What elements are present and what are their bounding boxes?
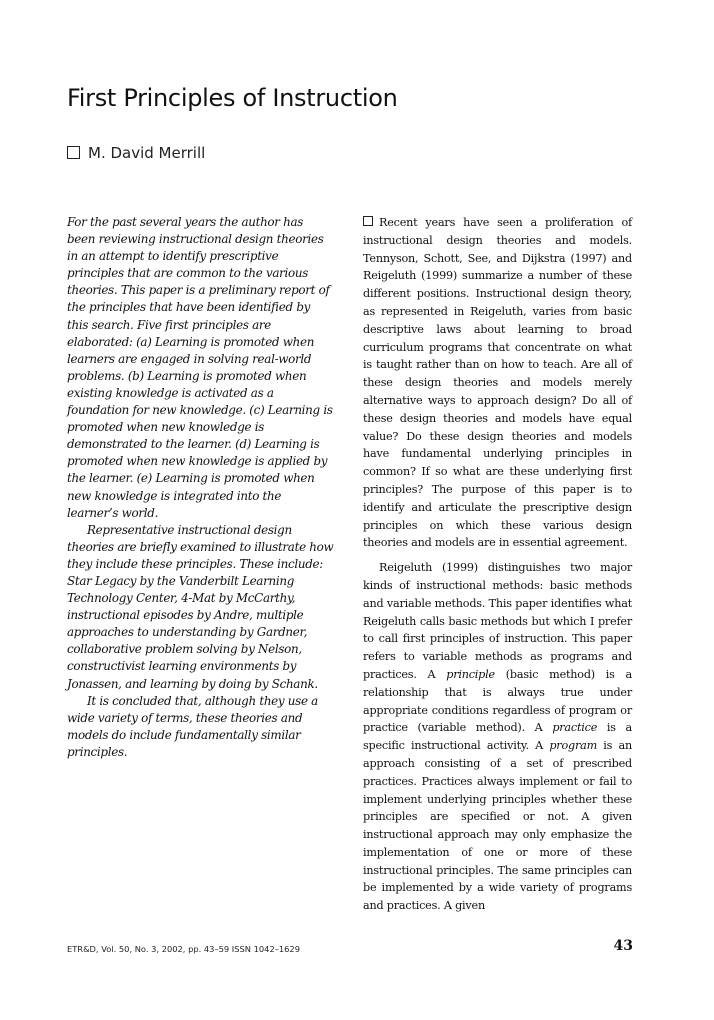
body-paragraph-2-text: Reigeluth (1999) distinguishes two major kinds of instructional methods: basic methods and variable methods. This paper identifies what Reigeluth calls basic methods but which I prefer to call first principles of instruction. This paper refers to variable methods as programs and practices. A <box>363 561 632 681</box>
body-paragraph-1 <box>363 214 632 552</box>
body-paragraph-2-text: is a specific instructional activity. A <box>363 721 632 753</box>
author-name: M. David Merrill <box>88 144 206 162</box>
body-paragraph-2 <box>363 559 632 915</box>
term-principle: principle <box>446 667 495 681</box>
author-line <box>67 144 205 162</box>
square-bullet-icon <box>67 146 80 159</box>
abstract-paragraph-1: For the past several years the author has been reviewing instructional design theories in an attempt to identify prescriptive principles that are common to the various theories. This paper is a preliminary report of the principles that have been identified by this search. Five first principles are elaborated: (a) Learning is promoted when learners are engaged in solving real-world problems. (b) Learning is promoted when existing knowledge is activated as a foundation for new knowledge. (c) Learning is promoted when new knowledge is demonstrated to the learner. (d) Learning is promoted when new knowledge is applied by the learner. (e) Learning is promoted when new knowledge is integrated into the learner’s world. <box>67 215 333 520</box>
square-bullet-icon <box>363 216 373 226</box>
body-paragraph-1-text: Recent years have seen a proliferation of instructional design theories and models. Tennyson, Schott, See, and Dijkstra (1997) and Reigeluth (1999) summarize a number of these different positions. Instructional design theory, as represented in Reigeluth, varies from basic descriptive laws about learning to broad curriculum programs that concentrate on what is taught rather than on how to teach. Are all of these design theories and models merely alternative ways to approach design? Do all of these design theories and models have equal value? Do these design theories and models have fundamental underlying principles in common? If so what are these underlying first principles? The purpose of this paper is to identify and articulate the prescriptive design principles on which these various design theories and models are in essential agreement. <box>363 216 632 550</box>
page-number: 43 <box>613 938 633 954</box>
term-practice: practice <box>552 721 598 735</box>
body-paragraph-2-text: (basic method) is a relationship that is always true under appropriate conditions regardless of program or practice (variable method). A <box>363 667 632 735</box>
journal-citation: ETR&D, Vol. 50, No. 3, 2002, pp. 43–59 ISSN 1042–1629 <box>67 944 300 954</box>
body-text <box>363 214 632 915</box>
abstract-paragraph-2: Representative instructional design theories are briefly examined to illustrate how they include these principles. These include: Star Legacy by the Vanderbilt Learning Technology Center, 4-Mat by McCarthy, instructional episodes by Andre, multiple approaches to understanding by Gardner, collaborative problem solving by Nelson, constructivist learning environments by Jonassen, and learning by doing by Schank. <box>67 522 334 691</box>
abstract <box>67 214 334 761</box>
term-program: program <box>549 739 597 753</box>
abstract-paragraph-3: It is concluded that, although they use a wide variety of terms, these theories and models do include fundamentally similar principles. <box>67 693 318 759</box>
body-paragraph-2-text: is an approach consisting of a set of prescribed practices. Practices always implement or fail to implement underlying principles whether these principles are specified or not. A given instructional approach may only emphasize the implementation of one or more of these instructional principles. The same principles can be implemented by a wide variety of programs and practices. A given <box>363 739 632 913</box>
article-title: First Principles of Instruction <box>67 84 398 112</box>
